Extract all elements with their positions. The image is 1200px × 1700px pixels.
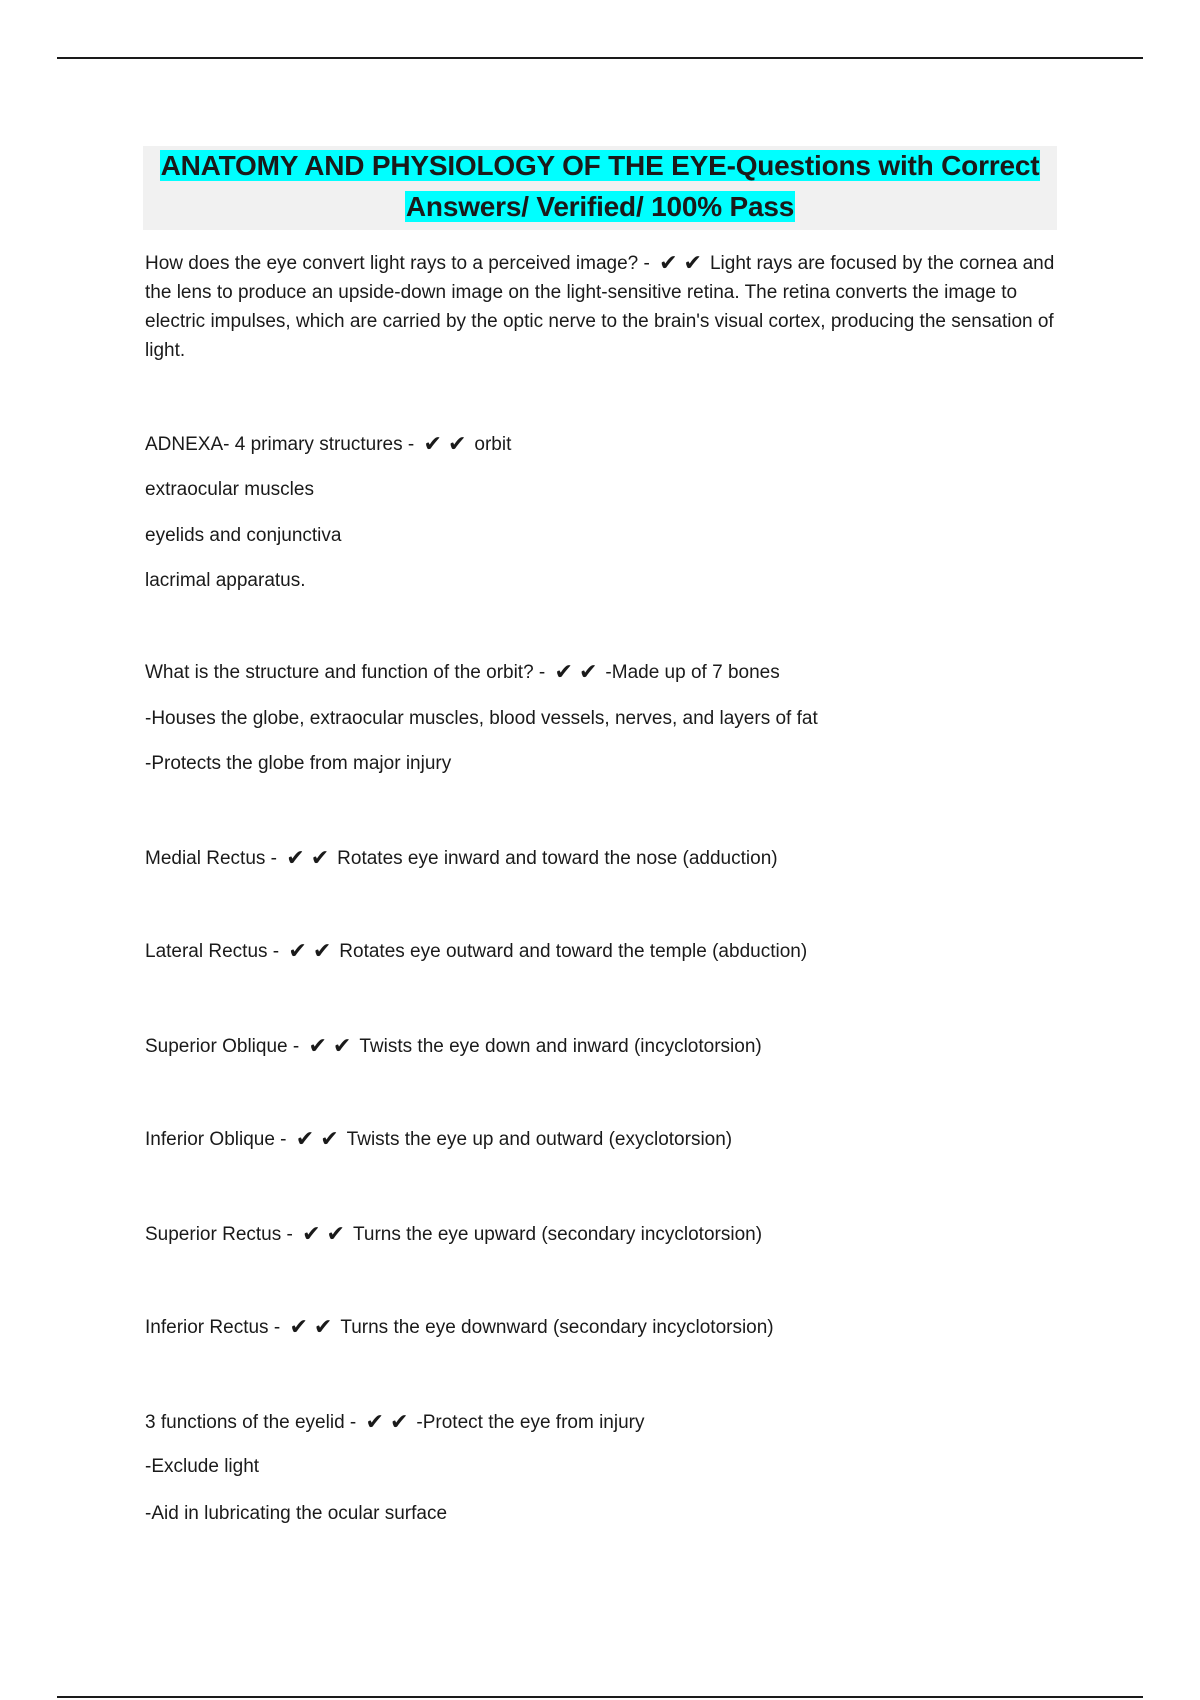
- question-text: What is the structure and function of the orbit? -: [145, 662, 546, 683]
- double-check-icon: ✔✔: [295, 1127, 345, 1152]
- double-check-icon: ✔✔: [423, 432, 473, 457]
- answer-line: eyelids and conjunctiva: [145, 525, 342, 546]
- answer-text: Turns the eye downward (secondary incyclotorsion): [340, 1317, 774, 1338]
- qa-entry-orbit: [145, 660, 780, 686]
- question-text: Lateral Rectus -: [145, 941, 280, 962]
- double-check-icon: ✔✔: [554, 660, 604, 685]
- answer-text: -Made up of 7 bones: [605, 662, 780, 683]
- answer-text: orbit: [474, 434, 512, 455]
- question-text: ADNEXA- 4 primary structures -: [145, 434, 415, 455]
- question-text: How does the eye convert light rays to a perceived image? -: [145, 253, 650, 274]
- answer-line: -Aid in lubricating the ocular surface: [145, 1503, 448, 1524]
- double-check-icon: ✔✔: [659, 251, 708, 276]
- question-text: Superior Oblique -: [145, 1036, 300, 1057]
- qa-entry-inferior-rectus: [145, 1315, 774, 1341]
- question-text: Superior Rectus -: [145, 1224, 293, 1245]
- qa-entry-lateral-rectus: [145, 939, 807, 965]
- double-check-icon: ✔✔: [365, 1410, 415, 1435]
- qa-entry-eyelid: [145, 1410, 645, 1436]
- answer-text: Light rays are focused by the cornea and the lens to produce an upside-down image on the light-sensitive retina. The retina converts the image to electric impulses, which are carried by the optic nerve to the brain's visual cortex, producing the sensation of light.: [145, 253, 1055, 361]
- answer-text: Twists the eye down and inward (incyclotorsion): [359, 1036, 762, 1057]
- title-line-2: Answers/ Verified/ 100% Pass: [405, 191, 795, 222]
- qa-entry-superior-oblique: [145, 1034, 762, 1060]
- answer-line: lacrimal apparatus.: [145, 570, 306, 591]
- double-check-icon: ✔✔: [302, 1222, 351, 1247]
- answer-line: -Exclude light: [145, 1456, 260, 1477]
- double-check-icon: ✔✔: [289, 1315, 339, 1340]
- answer-line: -Houses the globe, extraocular muscles, blood vessels, nerves, and layers of fat: [145, 708, 818, 729]
- qa-entry-inferior-oblique: [145, 1127, 732, 1153]
- answer-text: Twists the eye up and outward (exyclotorsion): [346, 1129, 733, 1150]
- answer-text: Rotates eye outward and toward the temple (abduction): [339, 941, 808, 962]
- qa-entry-medial-rectus: [145, 846, 778, 872]
- answer-text: Rotates eye inward and toward the nose (adduction): [337, 848, 778, 869]
- qa-entry-superior-rectus: [145, 1222, 762, 1248]
- qa-entry-light-conversion: [145, 249, 1065, 365]
- question-text: Inferior Rectus -: [145, 1317, 281, 1338]
- qa-entry-adnexa: [145, 432, 511, 458]
- question-text: 3 functions of the eyelid -: [145, 1412, 357, 1433]
- double-check-icon: ✔✔: [308, 1034, 358, 1059]
- answer-line: extraocular muscles: [145, 479, 314, 500]
- bottom-rule: [57, 1696, 1143, 1698]
- answer-line: -Protects the globe from major injury: [145, 753, 452, 774]
- double-check-icon: ✔✔: [286, 846, 336, 871]
- question-text: Inferior Oblique -: [145, 1129, 287, 1150]
- title-line-1: ANATOMY AND PHYSIOLOGY OF THE EYE-Questions with Correct: [160, 150, 1040, 181]
- answer-text: -Protect the eye from injury: [416, 1412, 645, 1433]
- answer-text: Turns the eye upward (secondary incyclotorsion): [353, 1224, 763, 1245]
- top-rule: [57, 57, 1143, 59]
- document-title: [143, 146, 1057, 230]
- question-text: Medial Rectus -: [145, 848, 277, 869]
- double-check-icon: ✔✔: [288, 939, 338, 964]
